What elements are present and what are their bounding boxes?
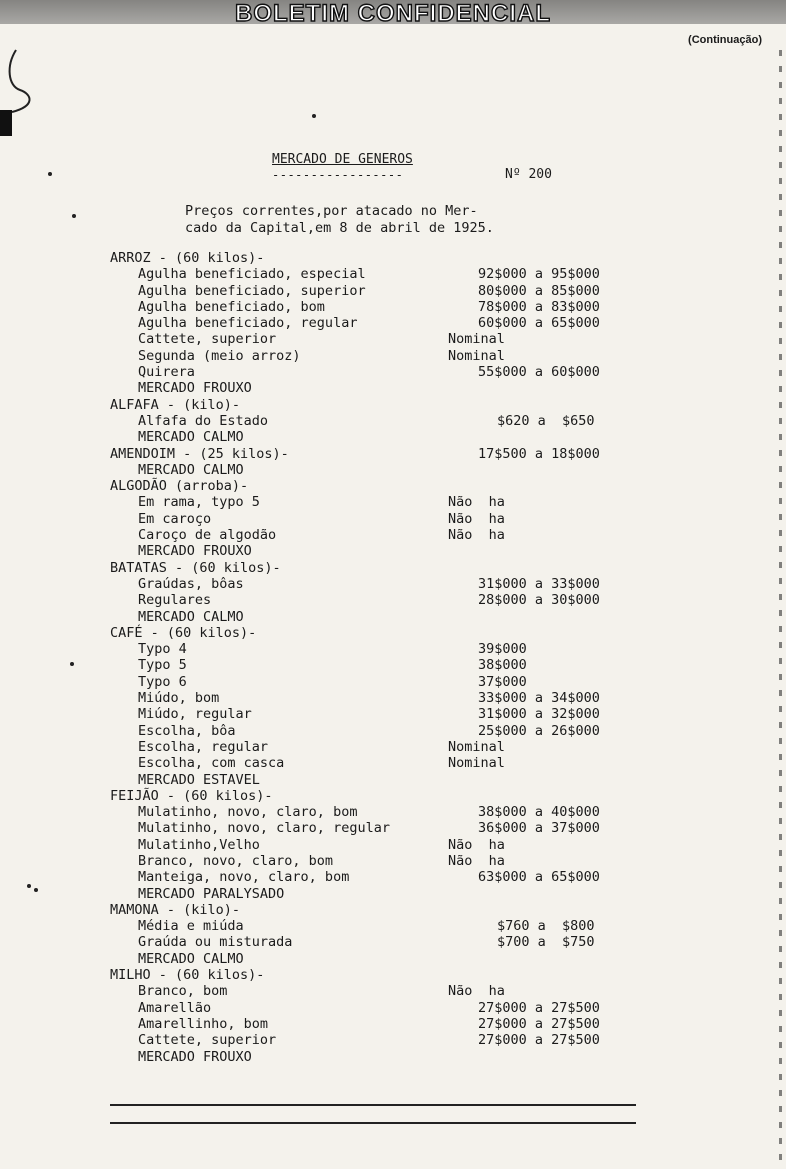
item-label: Typo 4: [138, 641, 187, 658]
item-label: Branco, novo, claro, bom: [138, 852, 334, 869]
price-value: 60$000 a 65$000: [478, 315, 600, 332]
item-row: [0, 869, 786, 885]
item-row: [0, 1032, 786, 1048]
speck-mark: [72, 214, 76, 218]
continuation-note: (Continuação): [688, 34, 762, 46]
item-row: [0, 543, 786, 559]
binding-mark: [0, 110, 12, 136]
price-value: Nominal: [448, 347, 505, 364]
price-value: Não ha: [448, 510, 505, 527]
title-dashes: -----------------: [272, 168, 404, 182]
price-value: Não ha: [448, 527, 505, 544]
item-label: Typo 6: [138, 673, 187, 690]
price-value: Nominal: [448, 738, 505, 755]
item-row: [0, 918, 786, 934]
item-row: [0, 1049, 786, 1065]
item-row: [0, 641, 786, 657]
item-label: Cattete, superior: [138, 1032, 277, 1049]
price-value: Não ha: [448, 852, 505, 869]
item-row: [0, 315, 786, 331]
market-title: MERCADO DE GENEROS: [272, 152, 413, 167]
category-row: [0, 967, 786, 983]
price-value: 31$000 a 33$000: [478, 575, 600, 592]
item-label: Mulatinho,Velho: [138, 836, 260, 853]
item-row: [0, 348, 786, 364]
item-row: [0, 706, 786, 722]
price-value: Não ha: [448, 983, 505, 1000]
item-label: Quirera: [138, 364, 195, 381]
item-label: Segunda (meio arroz): [138, 347, 301, 364]
item-row: [0, 723, 786, 739]
category-row: [0, 478, 786, 494]
item-label: Graúdas, bôas: [138, 575, 244, 592]
item-label: Mulatinho, novo, claro, regular: [138, 820, 390, 837]
item-label: Typo 5: [138, 657, 187, 674]
item-label: Caroço de algodão: [138, 527, 277, 544]
item-row: [0, 609, 786, 625]
category-row: [0, 446, 786, 462]
category-label: MILHO - (60 kilos)-: [110, 967, 265, 984]
item-row: [0, 576, 786, 592]
item-row: [0, 283, 786, 299]
price-value: $700 a $750: [497, 934, 595, 951]
item-row: [0, 1016, 786, 1032]
item-row: [0, 1000, 786, 1016]
item-label: Escolha, regular: [138, 738, 269, 755]
category-row: [0, 560, 786, 576]
category-label: ALGODÃO (arroba)-: [110, 478, 249, 495]
item-label: MERCADO FROUXO: [138, 1048, 252, 1065]
item-label: MERCADO FROUXO: [138, 543, 252, 560]
price-value: 36$000 a 37$000: [478, 820, 600, 837]
speck-mark: [312, 114, 316, 118]
price-value: Nominal: [448, 331, 505, 348]
item-label: MERCADO CALMO: [138, 950, 244, 967]
item-row: [0, 511, 786, 527]
intro-line: cado da Capital,em 8 de abril de 1925.: [185, 220, 494, 236]
intro-paragraph: [185, 203, 494, 237]
item-row: [0, 886, 786, 902]
item-row: [0, 527, 786, 543]
category-row: [0, 625, 786, 641]
item-row: [0, 462, 786, 478]
item-label: Em rama, typo 5: [138, 494, 260, 511]
item-row: [0, 657, 786, 673]
price-value: 27$000 a 27$500: [478, 999, 600, 1016]
item-row: [0, 413, 786, 429]
category-label: MAMONA - (kilo)-: [110, 901, 241, 918]
item-label: Miúdo, regular: [138, 706, 252, 723]
price-value: 28$000 a 30$000: [478, 592, 600, 609]
price-value: 80$000 a 85$000: [478, 282, 600, 299]
item-label: MERCADO CALMO: [138, 461, 244, 478]
item-label: Em caroço: [138, 510, 212, 527]
price-value: 27$000 a 27$500: [478, 1032, 600, 1049]
item-label: MERCADO FROUXO: [138, 380, 252, 397]
footer-rule: [110, 1104, 636, 1106]
item-label: Miúdo, bom: [138, 690, 220, 707]
footer-rule: [110, 1122, 636, 1124]
item-label: Amarellinho, bom: [138, 1015, 269, 1032]
item-label: MERCADO CALMO: [138, 429, 244, 446]
issue-number: Nº 200: [505, 167, 552, 182]
item-row: [0, 674, 786, 690]
price-value: 38$000 a 40$000: [478, 804, 600, 821]
handwritten-mark-icon: [2, 46, 42, 116]
item-row: [0, 739, 786, 755]
item-label: Cattete, superior: [138, 331, 277, 348]
price-value: 25$000 a 26$000: [478, 722, 600, 739]
item-label: Escolha, com casca: [138, 755, 285, 772]
item-row: [0, 299, 786, 315]
item-row: [0, 772, 786, 788]
price-value: 31$000 a 32$000: [478, 706, 600, 723]
item-row: [0, 592, 786, 608]
category-label: ALFAFA - (kilo)-: [110, 396, 241, 413]
item-label: Agulha beneficiado, superior: [138, 282, 366, 299]
price-value: Não ha: [448, 836, 505, 853]
item-label: Mulatinho, novo, claro, bom: [138, 804, 358, 821]
item-row: [0, 820, 786, 836]
item-row: [0, 331, 786, 347]
price-value: 39$000: [478, 641, 527, 658]
item-label: Média e miúda: [138, 918, 244, 935]
price-value: Não ha: [448, 494, 505, 511]
item-row: [0, 934, 786, 950]
price-value: 92$000 a 95$000: [478, 266, 600, 283]
item-label: MERCADO CALMO: [138, 608, 244, 625]
price-value: 63$000 a 65$000: [478, 869, 600, 886]
item-label: Agulha beneficiado, bom: [138, 298, 325, 315]
item-row: [0, 429, 786, 445]
intro-line: Preços correntes,por atacado no Mer-: [185, 203, 478, 219]
item-row: [0, 804, 786, 820]
item-label: MERCADO ESTAVEL: [138, 771, 260, 788]
item-label: Alfafa do Estado: [138, 412, 269, 429]
category-label: ARROZ - (60 kilos)-: [110, 250, 265, 266]
item-row: [0, 853, 786, 869]
speck-mark: [48, 172, 52, 176]
item-label: Manteiga, novo, claro, bom: [138, 869, 350, 886]
price-value: $760 a $800: [497, 918, 595, 935]
price-value: $620 a $650: [497, 412, 595, 429]
category-row: [0, 902, 786, 918]
price-value: Nominal: [448, 755, 505, 772]
category-row: [0, 397, 786, 413]
item-row: [0, 755, 786, 771]
category-row: [0, 788, 786, 804]
item-row: [0, 380, 786, 396]
item-row: [0, 837, 786, 853]
item-label: Branco, bom: [138, 983, 228, 1000]
item-row: [0, 983, 786, 999]
item-label: Agulha beneficiado, especial: [138, 266, 366, 283]
item-label: MERCADO PARALYSADO: [138, 885, 285, 902]
price-value: 55$000 a 60$000: [478, 364, 600, 381]
item-row: [0, 494, 786, 510]
item-label: Amarellão: [138, 999, 212, 1016]
category-row: [0, 250, 786, 266]
item-label: Agulha beneficiado, regular: [138, 315, 358, 332]
item-row: [0, 690, 786, 706]
category-label: AMENDOIM - (25 kilos)-: [110, 445, 289, 462]
price-value: 78$000 a 83$000: [478, 298, 600, 315]
item-row: [0, 364, 786, 380]
category-label: BATATAS - (60 kilos)-: [110, 559, 281, 576]
item-label: Escolha, bôa: [138, 722, 236, 739]
category-label: CAFÉ - (60 kilos)-: [110, 624, 257, 641]
category-label: FEIJÃO - (60 kilos)-: [110, 787, 273, 804]
price-value: 38$000: [478, 657, 527, 674]
item-label: Regulares: [138, 592, 212, 609]
price-value: 37$000: [478, 673, 527, 690]
bulletin-title: BOLETIM CONFIDENCIAL: [235, 0, 551, 27]
price-value: 33$000 a 34$000: [478, 690, 600, 707]
item-row: [0, 951, 786, 967]
price-list: [0, 250, 786, 1065]
price-value: 27$000 a 27$500: [478, 1015, 600, 1032]
price-value: 17$500 a 18$000: [478, 445, 600, 462]
item-label: Graúda ou misturada: [138, 934, 293, 951]
item-row: [0, 266, 786, 282]
